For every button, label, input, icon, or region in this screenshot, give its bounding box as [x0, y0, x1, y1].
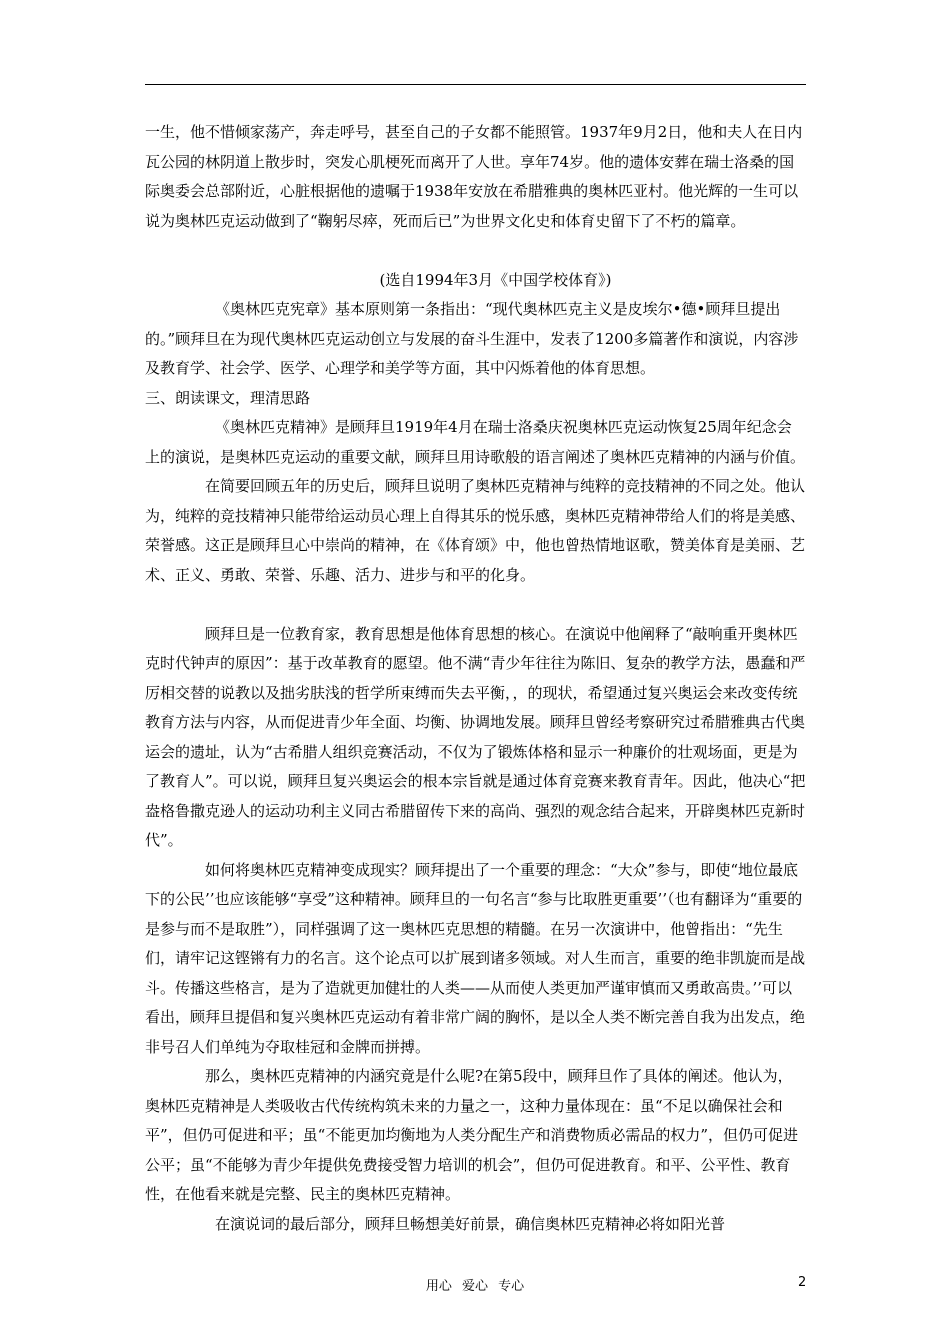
page-footer: 用心 爱心 专心: [425, 1279, 525, 1294]
paragraph-7: 那么，奥林匹克精神的内涵究竟是什么呢?在第5段中，顾拜旦作了具体的阐述。他认为，奥林匹克精神是人类吸收古代传统构筑未来的力量之一，这种力量体现在：虽“不足以确保社会和平”，但仍可促进和平；虽“不能更加均衡地为人类分配生产和消费物质必需品的权力”，但仍可促进公平；虽“不能够为青少年提供免费接受智力培训的机会”，但仍可促进教育。和平、公平性、教育性，在他看来就是完整、民主的奥林匹克精神。: [145, 1067, 799, 1203]
paragraph-5: 顾拜旦是一位教育家，教育思想是他体育思想的核心。在演说中他阐释了“敲响重开奥林匹克时代钟声的原因”：基于改革教育的愿望。他不满“青少年往往为陈旧、复杂的教学方法，愚蠢和严厉相交替的说教以及拙劣肤浅的哲学所束缚而失去平衡，，的现状，希望通过复兴奥运会来改变传统教育方法与内容，从而促进青少年全面、均衡、协调地发展。顾拜旦曾经考察研究过希腊雅典古代奥运会的遗址，认为“古希腊人组织竞赛活动，不仅为了锻炼体格和显示一种廉价的壮观场面，更是为了教育人”。可以说，顾拜旦复兴奥运会的根本宗旨就是通过体育竞赛来教育青年。因此，他决心“把盎格鲁撒克逊人的运动功利主义同古希腊留传下来的高尚、强烈的观念结合起来，开辟奥林匹克新时代”。: [145, 624, 806, 849]
paragraph-1: 一生，他不惜倾家荡产，奔走呼号，甚至自己的子女都不能照管。1937年9月2日，他和夫人在日内瓦公园的林阴道上散步时，突发心肌梗死而离开了人世。享年74岁。他的遗体安葬在瑞士洛桑的国际奥委会总部附近，心脏根据他的遗嘱于1938年安放在希腊雅典的奥林匹亚村。他光辉的一生可以说为奥林匹克运动做到了“鞠躬尽瘁，死而后已”为世界文化史和体育史留下了不朽的篇章。: [145, 123, 803, 230]
paragraph-6: 如何将奥林匹克精神变成现实？顾拜提出了一个重要的理念：“大众”参与，即使“地位最底下的公民’’也应该能够“享受”这种精神。顾拜旦的一句名言“参与比取胜更重要’’（也有翻译为“重要的是参与而不是取胜”），同样强调了这一奥林匹克思想的精髓。在另一次演讲中，他曾指出：“先生们，请牢记这铿锵有力的名言。这个论点可以扩展到诸多领域。对人生而言，重要的绝非凯旋而是战斗。传播这些格言，是为了造就更加健壮的人类——从而使人类更加严谨审慎而又勇敢高贵。’’可以看出，顾拜旦提倡和复兴奥林匹克运动有着非常广阔的胸怀，是以全人类不断完善自我为出发点，绝非号召人们单纯为夺取桂冠和金牌而拼搏。: [145, 860, 806, 1056]
source-citation: (选自1994年3月《中国学校体育》): [379, 270, 612, 289]
document-body: [145, 118, 806, 1239]
header-rule: [145, 84, 806, 85]
blank-line: [145, 590, 806, 620]
paragraph-3: 《奥林匹克精神》是顾拜旦1919年4月在瑞士洛桑庆祝奥林匹克运动恢复25周年纪念会上的演说，是奥林匹克运动的重要文献，顾拜旦用诗歌般的语言阐述了奥林匹克精神的内涵与价值。: [145, 418, 806, 466]
paragraph-2: 《奥林匹克宪章》基本原则第一条指出：“现代奥林匹克主义是皮埃尔•德•顾拜旦提出的。”顾拜旦在为现代奥林匹克运动创立与发展的奋斗生涯中，发表了1200多篇著作和演说，内容涉及教育学、社会学、医学、心理学和美学等方面，其中闪烁着他的体育思想。: [145, 300, 799, 377]
page-number: 2: [798, 1275, 807, 1290]
paragraph-8: 在演说词的最后部分，顾拜旦畅想美好前景，确信奥林匹克精神必将如阳光普: [215, 1214, 726, 1233]
section-heading: 三、朗读课文，理清思路: [145, 388, 311, 407]
blank-line: [145, 236, 806, 266]
paragraph-4: 在简要回顾五年的历史后，顾拜旦说明了奥林匹克精神与纯粹的竞技精神的不同之处。他认为，纯粹的竞技精神只能带给运动员心理上自得其乐的悦乐感，奥林匹克精神带给人们的将是美感、荣誉感。这正是顾拜旦心中崇尚的精神，在《体育颂》中，他也曾热情地讴歌，赞美体育是美丽、艺术、正义、勇敢、荣誉、乐趣、活力、进步与和平的化身。: [145, 477, 806, 584]
